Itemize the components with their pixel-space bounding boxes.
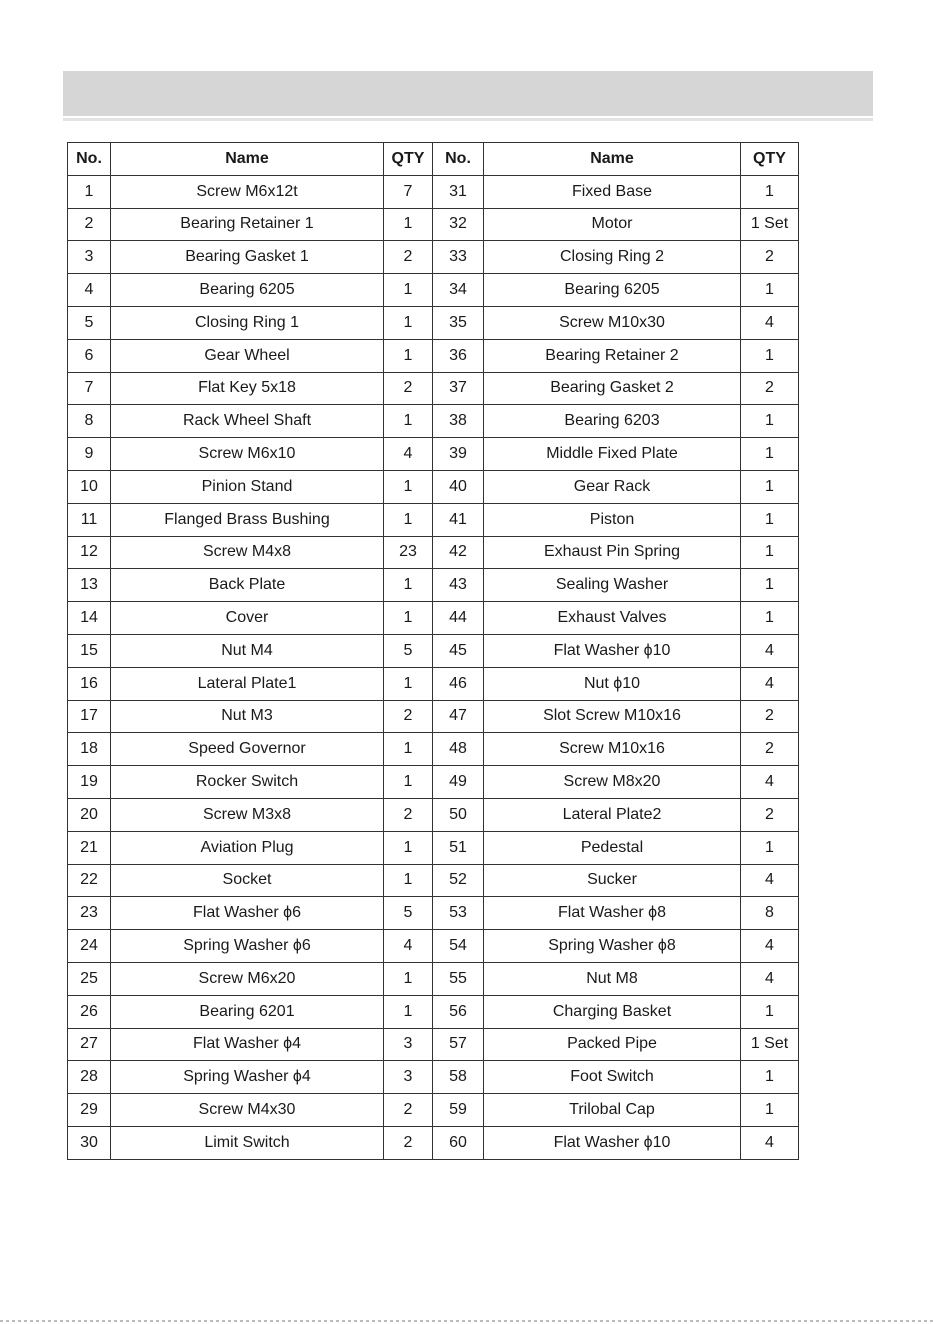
- cell-name-right: Packed Pipe: [484, 1028, 741, 1061]
- cell-qty-right: 2: [741, 733, 799, 766]
- cell-qty-left: 1: [384, 831, 433, 864]
- cell-qty-right: 1: [741, 569, 799, 602]
- header-no-right: No.: [433, 143, 484, 176]
- table-row: [68, 1094, 799, 1127]
- cell-qty-left: 7: [384, 175, 433, 208]
- table-row: [68, 339, 799, 372]
- cell-name-left: Screw M3x8: [111, 798, 384, 831]
- cell-qty-right: 4: [741, 864, 799, 897]
- cell-name-left: Socket: [111, 864, 384, 897]
- cell-no-left: 30: [68, 1126, 111, 1159]
- table-row: [68, 1061, 799, 1094]
- cell-qty-right: 4: [741, 962, 799, 995]
- cell-name-right: Gear Rack: [484, 470, 741, 503]
- cell-no-left: 12: [68, 536, 111, 569]
- table-row: [68, 798, 799, 831]
- table-row: [68, 175, 799, 208]
- cell-qty-right: 1: [741, 831, 799, 864]
- cell-no-right: 60: [433, 1126, 484, 1159]
- cell-no-right: 58: [433, 1061, 484, 1094]
- cell-qty-left: 2: [384, 1094, 433, 1127]
- cell-name-left: Flanged Brass Bushing: [111, 503, 384, 536]
- cell-name-right: Screw M10x16: [484, 733, 741, 766]
- cell-name-left: Screw M4x8: [111, 536, 384, 569]
- cell-name-left: Rocker Switch: [111, 766, 384, 799]
- cell-qty-left: 1: [384, 962, 433, 995]
- cell-name-right: Foot Switch: [484, 1061, 741, 1094]
- table-row: [68, 897, 799, 930]
- cell-name-left: Screw M6x12t: [111, 175, 384, 208]
- cell-qty-left: 2: [384, 372, 433, 405]
- table-row: [68, 864, 799, 897]
- cell-no-left: 2: [68, 208, 111, 241]
- cell-no-left: 9: [68, 438, 111, 471]
- table-header-row: [68, 143, 799, 176]
- cell-no-left: 21: [68, 831, 111, 864]
- cell-name-right: Motor: [484, 208, 741, 241]
- cell-no-right: 38: [433, 405, 484, 438]
- cell-name-left: Limit Switch: [111, 1126, 384, 1159]
- cell-name-right: Sucker: [484, 864, 741, 897]
- cell-no-left: 14: [68, 602, 111, 635]
- cell-name-left: Bearing 6205: [111, 274, 384, 307]
- cell-no-left: 24: [68, 930, 111, 963]
- cell-qty-left: 1: [384, 995, 433, 1028]
- cell-qty-left: 2: [384, 798, 433, 831]
- cell-no-left: 25: [68, 962, 111, 995]
- cell-name-right: Bearing Gasket 2: [484, 372, 741, 405]
- cell-qty-left: 1: [384, 569, 433, 602]
- cell-name-right: Nut M8: [484, 962, 741, 995]
- table-row: [68, 995, 799, 1028]
- header-divider: [63, 118, 873, 121]
- table-row: [68, 438, 799, 471]
- cell-qty-left: 2: [384, 241, 433, 274]
- table-row: [68, 634, 799, 667]
- cell-no-right: 49: [433, 766, 484, 799]
- cell-qty-right: 1: [741, 995, 799, 1028]
- cell-no-right: 57: [433, 1028, 484, 1061]
- cell-no-right: 55: [433, 962, 484, 995]
- cell-qty-left: 4: [384, 930, 433, 963]
- cell-qty-right: 4: [741, 766, 799, 799]
- cell-qty-left: 1: [384, 208, 433, 241]
- cell-name-right: Closing Ring 2: [484, 241, 741, 274]
- cell-name-left: Nut M4: [111, 634, 384, 667]
- cell-qty-left: 2: [384, 1126, 433, 1159]
- cell-qty-right: 2: [741, 700, 799, 733]
- table-row: [68, 536, 799, 569]
- cell-no-right: 45: [433, 634, 484, 667]
- table-row: [68, 569, 799, 602]
- cell-name-right: Flat Washer ϕ10: [484, 634, 741, 667]
- cell-qty-left: 1: [384, 306, 433, 339]
- cell-no-right: 33: [433, 241, 484, 274]
- cell-no-right: 51: [433, 831, 484, 864]
- cell-name-right: Charging Basket: [484, 995, 741, 1028]
- cell-no-right: 46: [433, 667, 484, 700]
- cell-name-right: Flat Washer ϕ8: [484, 897, 741, 930]
- cell-no-left: 6: [68, 339, 111, 372]
- cell-name-right: Nut ϕ10: [484, 667, 741, 700]
- header-no-left: No.: [68, 143, 111, 176]
- page-edge-dots: [0, 1320, 933, 1322]
- cell-name-right: Piston: [484, 503, 741, 536]
- cell-qty-right: 1: [741, 470, 799, 503]
- cell-name-right: Pedestal: [484, 831, 741, 864]
- table-row: [68, 733, 799, 766]
- cell-qty-right: 1: [741, 536, 799, 569]
- cell-no-right: 37: [433, 372, 484, 405]
- cell-name-left: Spring Washer ϕ4: [111, 1061, 384, 1094]
- cell-name-left: Rack Wheel Shaft: [111, 405, 384, 438]
- cell-name-left: Gear Wheel: [111, 339, 384, 372]
- cell-qty-right: 1: [741, 274, 799, 307]
- cell-name-right: Screw M8x20: [484, 766, 741, 799]
- cell-no-right: 56: [433, 995, 484, 1028]
- cell-no-left: 5: [68, 306, 111, 339]
- cell-qty-right: 4: [741, 667, 799, 700]
- cell-qty-left: 5: [384, 897, 433, 930]
- cell-no-left: 10: [68, 470, 111, 503]
- cell-qty-right: 2: [741, 372, 799, 405]
- cell-qty-right: 1 Set: [741, 1028, 799, 1061]
- cell-no-left: 16: [68, 667, 111, 700]
- cell-no-right: 54: [433, 930, 484, 963]
- cell-qty-right: 4: [741, 634, 799, 667]
- table-row: [68, 306, 799, 339]
- cell-qty-right: 1: [741, 1061, 799, 1094]
- cell-no-left: 19: [68, 766, 111, 799]
- cell-qty-left: 1: [384, 733, 433, 766]
- cell-name-left: Closing Ring 1: [111, 306, 384, 339]
- cell-name-left: Bearing Retainer 1: [111, 208, 384, 241]
- cell-qty-left: 4: [384, 438, 433, 471]
- cell-no-right: 48: [433, 733, 484, 766]
- table-row: [68, 208, 799, 241]
- cell-no-right: 42: [433, 536, 484, 569]
- cell-no-left: 29: [68, 1094, 111, 1127]
- cell-no-right: 59: [433, 1094, 484, 1127]
- header-qty-right: QTY: [741, 143, 799, 176]
- cell-no-right: 50: [433, 798, 484, 831]
- cell-name-right: Exhaust Valves: [484, 602, 741, 635]
- cell-no-left: 27: [68, 1028, 111, 1061]
- table-row: [68, 241, 799, 274]
- cell-name-left: Flat Washer ϕ4: [111, 1028, 384, 1061]
- cell-qty-right: 1 Set: [741, 208, 799, 241]
- cell-name-right: Bearing Retainer 2: [484, 339, 741, 372]
- cell-no-left: 28: [68, 1061, 111, 1094]
- cell-name-right: Spring Washer ϕ8: [484, 930, 741, 963]
- cell-no-right: 52: [433, 864, 484, 897]
- cell-qty-right: 1: [741, 405, 799, 438]
- cell-qty-right: 1: [741, 339, 799, 372]
- cell-name-right: Bearing 6205: [484, 274, 741, 307]
- cell-name-right: Sealing Washer: [484, 569, 741, 602]
- cell-qty-left: 1: [384, 864, 433, 897]
- cell-name-right: Trilobal Cap: [484, 1094, 741, 1127]
- cell-name-left: Back Plate: [111, 569, 384, 602]
- cell-no-left: 11: [68, 503, 111, 536]
- cell-qty-right: 4: [741, 306, 799, 339]
- cell-no-left: 8: [68, 405, 111, 438]
- cell-no-left: 17: [68, 700, 111, 733]
- cell-qty-right: 2: [741, 798, 799, 831]
- cell-qty-right: 8: [741, 897, 799, 930]
- table-row: [68, 372, 799, 405]
- table-row: [68, 962, 799, 995]
- table-row: [68, 700, 799, 733]
- table-row: [68, 831, 799, 864]
- cell-name-left: Screw M4x30: [111, 1094, 384, 1127]
- cell-no-right: 39: [433, 438, 484, 471]
- cell-name-left: Speed Governor: [111, 733, 384, 766]
- cell-no-right: 53: [433, 897, 484, 930]
- cell-no-left: 7: [68, 372, 111, 405]
- cell-name-left: Spring Washer ϕ6: [111, 930, 384, 963]
- cell-no-left: 15: [68, 634, 111, 667]
- cell-name-left: Nut M3: [111, 700, 384, 733]
- cell-qty-left: 3: [384, 1061, 433, 1094]
- cell-no-right: 41: [433, 503, 484, 536]
- cell-no-right: 31: [433, 175, 484, 208]
- cell-name-right: Bearing 6203: [484, 405, 741, 438]
- table-row: [68, 667, 799, 700]
- cell-qty-left: 3: [384, 1028, 433, 1061]
- cell-qty-left: 1: [384, 274, 433, 307]
- cell-no-right: 40: [433, 470, 484, 503]
- cell-name-left: Lateral Plate1: [111, 667, 384, 700]
- cell-no-right: 36: [433, 339, 484, 372]
- header-name-left: Name: [111, 143, 384, 176]
- cell-name-left: Bearing 6201: [111, 995, 384, 1028]
- table-row: [68, 1126, 799, 1159]
- cell-qty-left: 1: [384, 339, 433, 372]
- cell-no-left: 23: [68, 897, 111, 930]
- table-row: [68, 274, 799, 307]
- cell-name-left: Screw M6x20: [111, 962, 384, 995]
- cell-qty-left: 1: [384, 766, 433, 799]
- cell-name-left: Flat Washer ϕ6: [111, 897, 384, 930]
- cell-no-left: 1: [68, 175, 111, 208]
- cell-name-right: Fixed Base: [484, 175, 741, 208]
- cell-qty-left: 1: [384, 405, 433, 438]
- cell-qty-left: 5: [384, 634, 433, 667]
- cell-name-right: Exhaust Pin Spring: [484, 536, 741, 569]
- cell-name-right: Screw M10x30: [484, 306, 741, 339]
- cell-name-right: Slot Screw M10x16: [484, 700, 741, 733]
- cell-no-left: 3: [68, 241, 111, 274]
- table-row: [68, 470, 799, 503]
- cell-name-left: Aviation Plug: [111, 831, 384, 864]
- cell-no-right: 34: [433, 274, 484, 307]
- cell-qty-left: 1: [384, 503, 433, 536]
- cell-no-left: 18: [68, 733, 111, 766]
- cell-qty-right: 1: [741, 438, 799, 471]
- cell-no-right: 43: [433, 569, 484, 602]
- table-row: [68, 766, 799, 799]
- cell-no-right: 47: [433, 700, 484, 733]
- cell-no-left: 13: [68, 569, 111, 602]
- table-row: [68, 930, 799, 963]
- table-row: [68, 1028, 799, 1061]
- cell-qty-right: 1: [741, 503, 799, 536]
- cell-qty-right: 2: [741, 241, 799, 274]
- parts-list-table: [67, 142, 799, 1160]
- cell-qty-right: 1: [741, 175, 799, 208]
- header-name-right: Name: [484, 143, 741, 176]
- cell-no-left: 22: [68, 864, 111, 897]
- cell-qty-left: 23: [384, 536, 433, 569]
- cell-qty-left: 1: [384, 602, 433, 635]
- table-body: [68, 175, 799, 1159]
- cell-name-left: Bearing Gasket 1: [111, 241, 384, 274]
- cell-no-left: 26: [68, 995, 111, 1028]
- cell-name-left: Pinion Stand: [111, 470, 384, 503]
- cell-qty-left: 2: [384, 700, 433, 733]
- cell-no-right: 35: [433, 306, 484, 339]
- cell-name-right: Lateral Plate2: [484, 798, 741, 831]
- cell-qty-left: 1: [384, 470, 433, 503]
- cell-no-left: 4: [68, 274, 111, 307]
- cell-name-right: Middle Fixed Plate: [484, 438, 741, 471]
- header-qty-left: QTY: [384, 143, 433, 176]
- cell-name-left: Screw M6x10: [111, 438, 384, 471]
- cell-qty-right: 4: [741, 930, 799, 963]
- table-row: [68, 405, 799, 438]
- cell-name-right: Flat Washer ϕ10: [484, 1126, 741, 1159]
- cell-no-right: 32: [433, 208, 484, 241]
- cell-qty-right: 1: [741, 602, 799, 635]
- cell-no-right: 44: [433, 602, 484, 635]
- header-bar: [63, 71, 873, 116]
- cell-qty-right: 1: [741, 1094, 799, 1127]
- cell-no-left: 20: [68, 798, 111, 831]
- table-row: [68, 503, 799, 536]
- cell-qty-left: 1: [384, 667, 433, 700]
- table-row: [68, 602, 799, 635]
- cell-name-left: Flat Key 5x18: [111, 372, 384, 405]
- cell-name-left: Cover: [111, 602, 384, 635]
- cell-qty-right: 4: [741, 1126, 799, 1159]
